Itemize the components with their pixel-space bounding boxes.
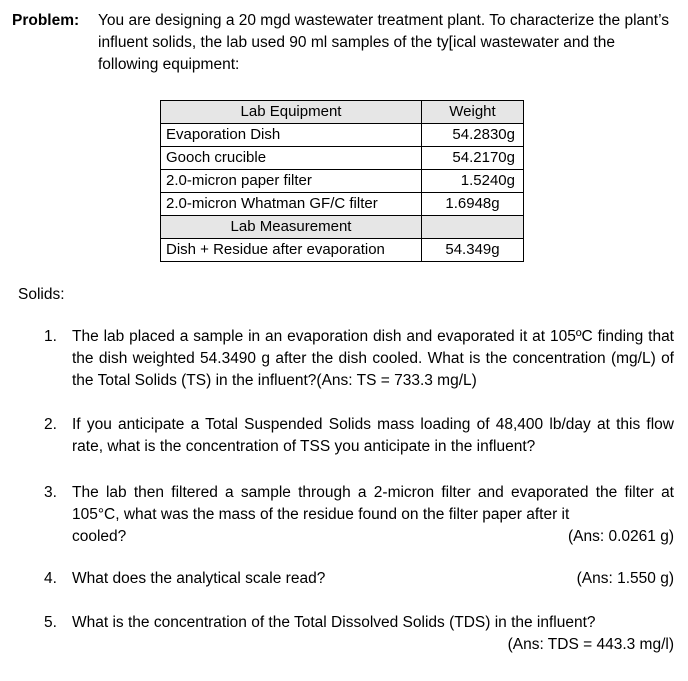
measurement-weight: 54.349g: [422, 239, 524, 262]
question-text: What does the analytical scale read?: [72, 570, 326, 587]
question-number: 5.: [44, 614, 57, 631]
answer: (Ans: 0.0261 g): [568, 528, 674, 545]
table-row: [161, 239, 524, 262]
equipment-weight: 54.2830g: [422, 124, 524, 147]
question-text: The lab placed a sample in an evaporation dish and evaporated it at 105ºC finding that the dish weighted 54.3490 g after the dish cooled. What is the concentration (mg/L) of the Total Solids (TS) in the influent?(Ans: TS = 733.3 mg/L): [72, 328, 674, 389]
question-number: 1.: [44, 328, 57, 345]
equipment-name: Gooch crucible: [161, 147, 422, 170]
question-1: [44, 326, 674, 392]
table-header-row: [161, 101, 524, 124]
answer: (Ans: 1.550 g): [576, 570, 674, 587]
question-text-end: cooled?: [72, 528, 127, 545]
question-number: 3.: [44, 484, 57, 501]
question-number: 4.: [44, 570, 57, 587]
table-row: [161, 193, 524, 216]
header-measurement-blank: [422, 216, 524, 239]
equipment-weight: 54.2170g: [422, 147, 524, 170]
problem-label: Problem:: [12, 12, 80, 29]
problem-text: You are designing a 20 mgd wastewater treatment plant. To characterize the plant’s influent solids, the lab used 90 ml samples of the ty[ical wastewater and the following equipment:: [98, 12, 669, 73]
question-text: What is the concentration of the Total Dissolved Solids (TDS) in the influent?: [72, 614, 596, 631]
question-3: [44, 482, 674, 548]
answer: (Ans: TDS = 443.3 mg/l): [507, 636, 674, 653]
equipment-weight: 1.5240g: [422, 170, 524, 193]
equipment-name: Evaporation Dish: [161, 124, 422, 147]
question-4: [44, 568, 674, 590]
question-2: [44, 414, 674, 458]
table-row: [161, 170, 524, 193]
table-subheader-row: [161, 216, 524, 239]
equipment-name: 2.0-micron paper filter: [161, 170, 422, 193]
question-number: 2.: [44, 416, 57, 433]
equipment-table: [160, 100, 524, 262]
solids-label: Solids:: [18, 286, 65, 303]
measurement-name: Dish + Residue after evaporation: [161, 239, 422, 262]
header-equipment: Lab Equipment: [161, 101, 422, 124]
equipment-name: 2.0-micron Whatman GF/C filter: [161, 193, 422, 216]
table-row: [161, 124, 524, 147]
question-text: The lab then filtered a sample through a 2-micron filter and evaporated the filter at 105°C, what was the mass of the residue found on the filter paper after it: [72, 484, 674, 523]
header-weight: Weight: [422, 101, 524, 124]
equipment-weight: 1.6948g: [422, 193, 524, 216]
question-text: If you anticipate a Total Suspended Solids mass loading of 48,400 lb/day at this flow rate, what is the concentration of TSS you anticipate in the influent?: [72, 416, 674, 455]
question-5: [44, 612, 674, 656]
problem-statement: [12, 10, 680, 76]
table-row: [161, 147, 524, 170]
header-measurement: Lab Measurement: [161, 216, 422, 239]
